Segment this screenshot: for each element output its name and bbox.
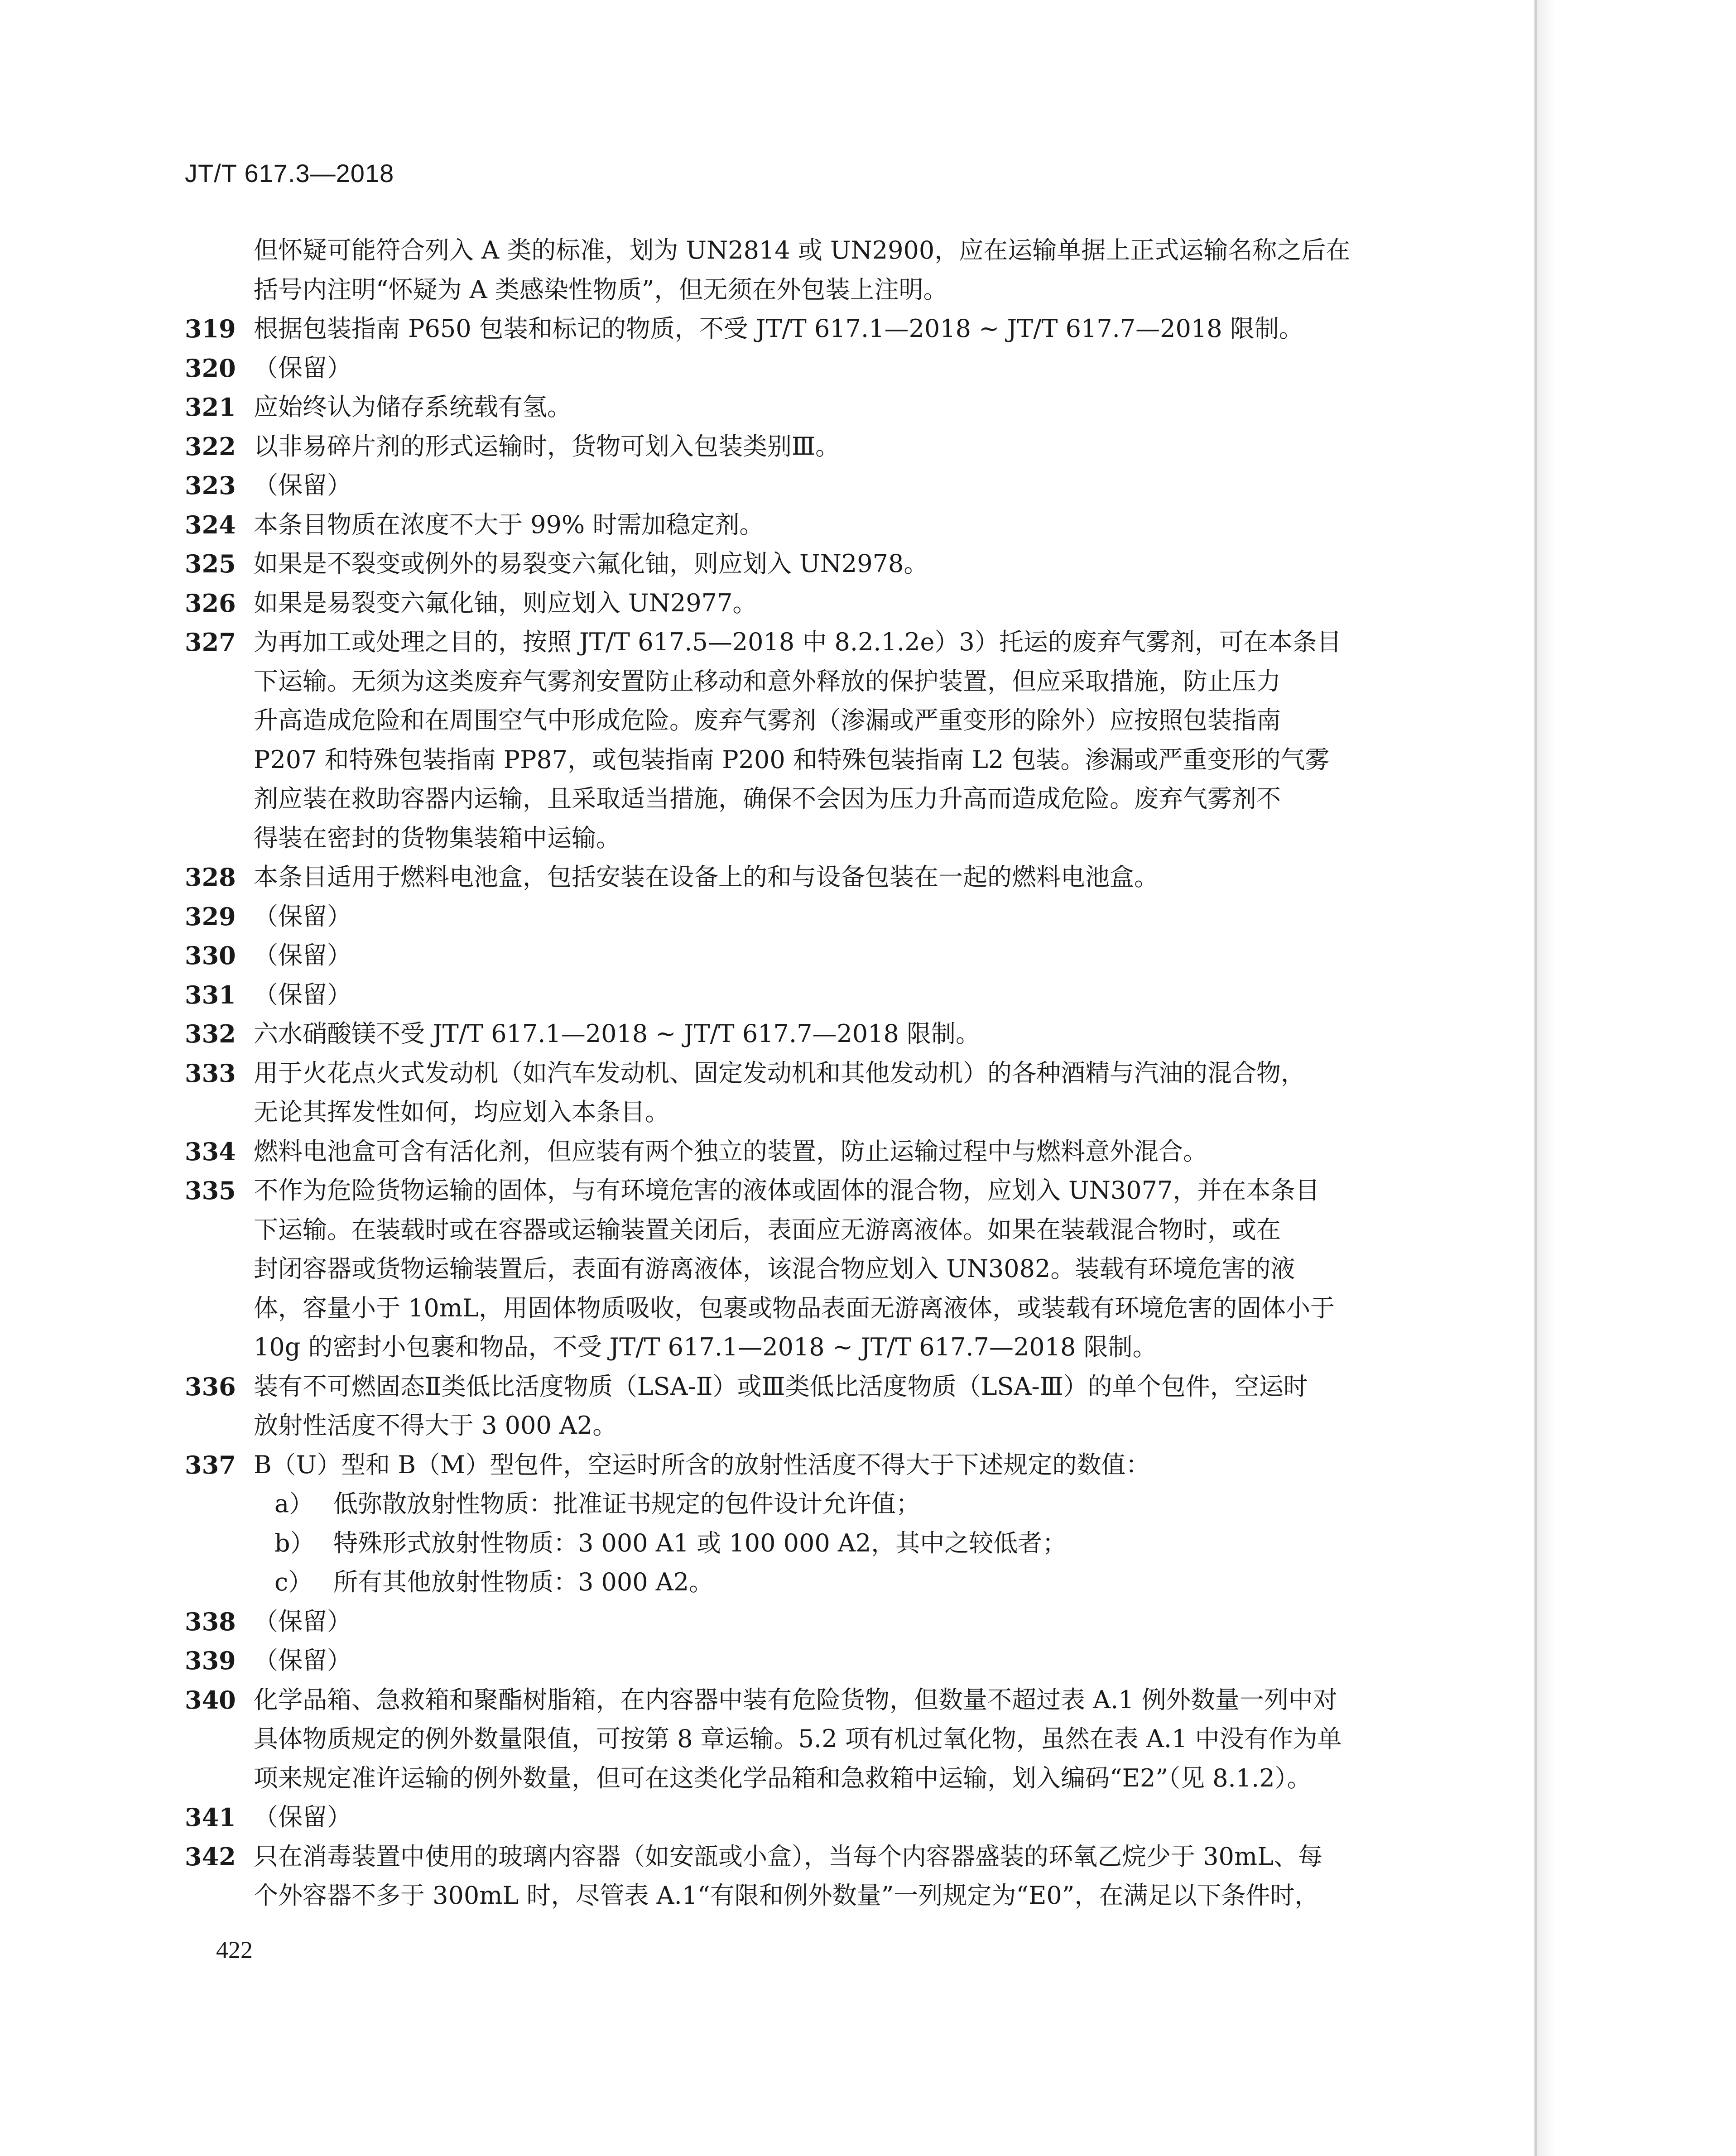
provision-continuation-line bbox=[185, 1759, 1353, 1798]
provision-number: 331 bbox=[185, 980, 236, 1009]
provision-text: （保留） bbox=[254, 471, 351, 499]
provision-line bbox=[185, 1641, 1353, 1681]
provision-text: P207 和特殊包装指南 PP87，或包装指南 P200 和特殊包装指南 L2 包装。渗漏或严重变形的气雾 bbox=[254, 745, 1330, 774]
provision-number: 334 bbox=[185, 1137, 236, 1166]
provision-number: 335 bbox=[185, 1176, 236, 1205]
provision-line bbox=[185, 936, 1353, 975]
provision-continuation-line bbox=[185, 1406, 1353, 1445]
provision-text: 封闭容器或货物运输装置后，表面有游离液体，该混合物应划入 UN3082。装载有环境危害的液 bbox=[254, 1254, 1295, 1283]
provision-number: 320 bbox=[185, 353, 236, 383]
provision-number: 337 bbox=[185, 1450, 236, 1479]
provision-line bbox=[185, 897, 1353, 936]
provision-continuation-line bbox=[185, 270, 1353, 310]
provision-text: 具体物质规定的例外数量限值，可按第 8 章运输。5.2 项有机过氧化物，虽然在表 A.1 中没有作为单 bbox=[254, 1724, 1342, 1753]
page-number: 422 bbox=[216, 1936, 253, 1964]
provision-line bbox=[185, 1798, 1353, 1837]
list-item-label: a） bbox=[274, 1489, 314, 1518]
provision-number: 341 bbox=[185, 1803, 236, 1832]
provision-continuation-line bbox=[185, 1719, 1353, 1759]
provision-continuation-line bbox=[185, 231, 1353, 270]
provision-continuation-line bbox=[185, 1328, 1353, 1367]
provision-text: 不作为危险货物运输的固体，与有环境危害的液体或固体的混合物，应划入 UN3077，并在本条目 bbox=[254, 1176, 1320, 1205]
provision-text: 个外容器不多于 300mL 时，尽管表 A.1“有限和例外数量”一列规定为“E0”，在满足以下条件时， bbox=[254, 1881, 1319, 1910]
provision-text: 得装在密封的货物集装箱中运输。 bbox=[254, 823, 620, 852]
provision-line bbox=[185, 858, 1353, 897]
provision-line bbox=[185, 1445, 1353, 1485]
provision-text: （保留） bbox=[254, 941, 351, 970]
provision-number: 325 bbox=[185, 549, 236, 578]
provision-text: 但怀疑可能符合列入 A 类的标准，划为 UN2814 或 UN2900，应在运输单据上正式运输名称之后在 bbox=[254, 236, 1351, 264]
provision-continuation-line bbox=[185, 662, 1353, 701]
provision-text: 10g 的密封小包裹和物品，不受 JT/T 617.1—2018 ~ JT/T 617.7—2018 限制。 bbox=[254, 1333, 1157, 1361]
provision-number: 338 bbox=[185, 1607, 236, 1636]
provision-number: 322 bbox=[185, 432, 236, 461]
provision-text: （保留） bbox=[254, 902, 351, 931]
provision-number: 319 bbox=[185, 314, 236, 343]
standard-code-header: JT/T 617.3—2018 bbox=[185, 159, 394, 187]
provision-line bbox=[185, 1837, 1353, 1877]
provision-line bbox=[185, 544, 1353, 584]
provision-text: 项来规定准许运输的例外数量，但可在这类化学品箱和急救箱中运输，划入编码“E2”（见 8.1.2）。 bbox=[254, 1763, 1312, 1792]
provision-text: 如果是易裂变六氟化铀，则应划入 UN2977。 bbox=[254, 588, 757, 617]
document-body bbox=[185, 231, 1353, 1916]
provision-number: 330 bbox=[185, 941, 236, 970]
provision-line bbox=[185, 623, 1353, 662]
provision-line bbox=[185, 1014, 1353, 1054]
provision-text: 用于火花点火式发动机（如汽车发动机、固定发动机和其他发动机）的各种酒精与汽油的混合物， bbox=[254, 1058, 1305, 1087]
provision-text: B（U）型和 B（M）型包件，空运时所含的放射性活度不得大于下述规定的数值： bbox=[254, 1450, 1150, 1479]
list-item-text: 低弥散放射性物质：批准证书规定的包件设计允许值； bbox=[333, 1489, 920, 1518]
provision-line bbox=[185, 1367, 1353, 1407]
provision-number: 321 bbox=[185, 393, 236, 422]
page-edge-shadow bbox=[1537, 0, 1555, 2156]
provision-text: 燃料电池盒可含有活化剂，但应装有两个独立的装置，防止运输过程中与燃料意外混合。 bbox=[254, 1137, 1207, 1166]
provision-line bbox=[185, 1602, 1353, 1642]
provision-line bbox=[185, 584, 1353, 623]
provision-text: （保留） bbox=[254, 353, 351, 382]
provision-continuation-line bbox=[185, 1876, 1353, 1916]
provision-text: 括号内注明“怀疑为 A 类感染性物质”，但无须在外包装上注明。 bbox=[254, 275, 948, 304]
provision-text: 六水硝酸镁不受 JT/T 617.1—2018 ~ JT/T 617.7—2018 限制。 bbox=[254, 1019, 981, 1048]
provision-continuation-line bbox=[185, 1093, 1353, 1132]
provision-text: 化学品箱、急救箱和聚酯树脂箱，在内容器中装有危险货物，但数量不超过表 A.1 例外数量一列中对 bbox=[254, 1685, 1337, 1714]
provision-continuation-line bbox=[185, 740, 1353, 780]
provision-line bbox=[185, 1132, 1353, 1172]
provision-text: 剂应装在救助容器内运输，且采取适当措施，确保不会因为压力升高而造成危险。废弃气雾剂不 bbox=[254, 784, 1281, 813]
provision-continuation-line bbox=[185, 819, 1353, 858]
provision-text: 为再加工或处理之目的，按照 JT/T 617.5—2018 中 8.2.1.2e）3）托运的废弃气雾剂，可在本条目 bbox=[254, 628, 1342, 656]
list-item bbox=[274, 1484, 920, 1524]
provision-number: 327 bbox=[185, 628, 236, 657]
provision-line bbox=[185, 505, 1353, 545]
provision-text: （保留） bbox=[254, 1646, 351, 1675]
provision-line bbox=[185, 309, 1353, 349]
provision-line bbox=[185, 1054, 1353, 1093]
provision-continuation-line bbox=[185, 1289, 1353, 1328]
provision-continuation-line bbox=[185, 1210, 1353, 1250]
provision-line bbox=[185, 388, 1353, 427]
provision-number: 328 bbox=[185, 863, 236, 892]
provision-number: 339 bbox=[185, 1646, 236, 1675]
provision-line bbox=[185, 349, 1353, 388]
provision-text: （保留） bbox=[254, 1803, 351, 1831]
provision-number: 332 bbox=[185, 1019, 236, 1048]
provision-continuation-line bbox=[185, 1484, 1353, 1524]
provision-line bbox=[185, 466, 1353, 505]
provision-line bbox=[185, 1171, 1353, 1210]
provision-number: 323 bbox=[185, 471, 236, 500]
provision-continuation-line bbox=[185, 1249, 1353, 1289]
provision-text: 下运输。无须为这类废弃气雾剂安置防止移动和意外释放的保护装置，但应采取措施，防止压力 bbox=[254, 667, 1281, 696]
provision-text: 体，容量小于 10mL，用固体物质吸收，包裹或物品表面无游离液体，或装载有环境危害的固体小于 bbox=[254, 1293, 1335, 1322]
provision-number: 326 bbox=[185, 588, 236, 618]
provision-number: 336 bbox=[185, 1372, 236, 1401]
list-item-label: b） bbox=[274, 1528, 315, 1557]
provision-continuation-line bbox=[185, 701, 1353, 740]
provision-text: 下运输。在装载时或在容器或运输装置关闭后，表面应无游离液体。如果在装载混合物时，或在 bbox=[254, 1215, 1281, 1244]
provision-number: 329 bbox=[185, 902, 236, 931]
provision-number: 340 bbox=[185, 1685, 236, 1714]
provision-line bbox=[185, 975, 1353, 1015]
list-item bbox=[274, 1563, 713, 1602]
provision-number: 333 bbox=[185, 1058, 236, 1088]
provision-text: 放射性活度不得大于 3 000 A2。 bbox=[254, 1411, 617, 1440]
provision-continuation-line bbox=[185, 779, 1353, 819]
provision-text: 根据包装指南 P650 包装和标记的物质，不受 JT/T 617.1—2018 ~ JT/T 617.7—2018 限制。 bbox=[254, 314, 1303, 343]
provision-line bbox=[185, 1681, 1353, 1720]
provision-continuation-line bbox=[185, 1524, 1353, 1563]
provision-continuation-line bbox=[185, 1563, 1353, 1602]
provision-text: 升高造成危险和在周围空气中形成危险。废弃气雾剂（渗漏或严重变形的除外）应按照包装指南 bbox=[254, 706, 1281, 735]
list-item-text: 所有其他放射性物质：3 000 A2。 bbox=[333, 1568, 714, 1596]
provision-text: （保留） bbox=[254, 980, 351, 1009]
provision-number: 342 bbox=[185, 1842, 236, 1871]
provision-line bbox=[185, 427, 1353, 466]
provision-text: 本条目物质在浓度不大于 99% 时需加稳定剂。 bbox=[254, 510, 764, 539]
provision-text: （保留） bbox=[254, 1607, 351, 1636]
list-item-label: c） bbox=[274, 1568, 313, 1596]
provision-text: 无论其挥发性如何，均应划入本条目。 bbox=[254, 1098, 669, 1126]
provision-text: 只在消毒装置中使用的玻璃内容器（如安瓿或小盒），当每个内容器盛装的环氧乙烷少于 30mL、每 bbox=[254, 1842, 1322, 1871]
provision-number: 324 bbox=[185, 510, 236, 539]
list-item bbox=[274, 1524, 1067, 1563]
provision-text: 装有不可燃固态Ⅱ类低比活度物质（LSA-Ⅱ）或Ⅲ类低比活度物质（LSA-Ⅲ）的单个包件，空运时 bbox=[254, 1372, 1308, 1401]
provision-text: 本条目适用于燃料电池盒，包括安装在设备上的和与设备包装在一起的燃料电池盒。 bbox=[254, 863, 1159, 891]
list-item-text: 特殊形式放射性物质：3 000 A1 或 100 000 A2，其中之较低者； bbox=[333, 1528, 1067, 1557]
provision-text: 以非易碎片剂的形式运输时，货物可划入包装类别Ⅲ。 bbox=[254, 432, 840, 461]
provision-text: 应始终认为储存系统载有氢。 bbox=[254, 393, 572, 421]
provision-text: 如果是不裂变或例外的易裂变六氟化铀，则应划入 UN2978。 bbox=[254, 549, 928, 578]
